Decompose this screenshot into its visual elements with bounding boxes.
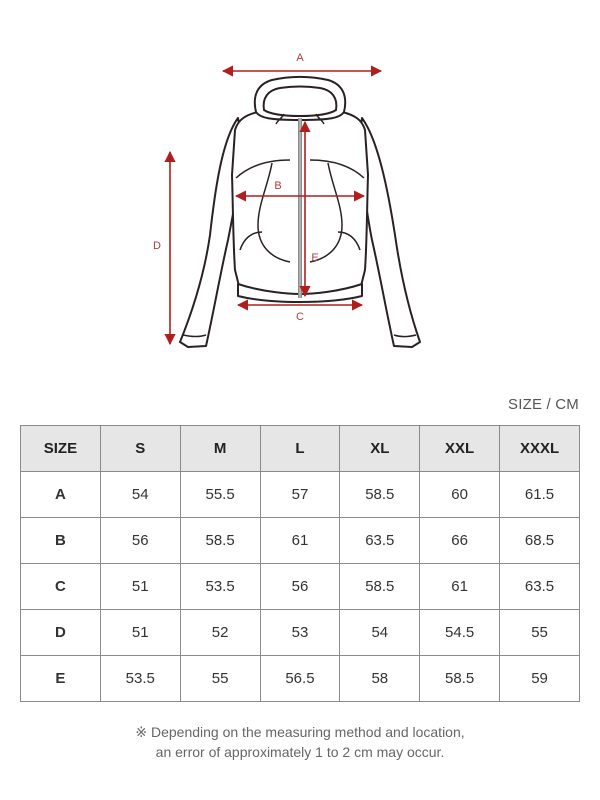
header-xl: XL bbox=[340, 426, 420, 472]
measurement-note-line-2: an error of approximately 1 to 2 cm may occur. bbox=[155, 744, 445, 760]
table-cell: 53.5 bbox=[100, 656, 180, 702]
table-header-row bbox=[21, 426, 580, 472]
table-cell: 54 bbox=[340, 610, 420, 656]
table-cell: 54.5 bbox=[420, 610, 500, 656]
header-l: L bbox=[260, 426, 340, 472]
table-cell: 54 bbox=[100, 472, 180, 518]
table-cell: 52 bbox=[180, 610, 260, 656]
dimension-c-label: C bbox=[296, 311, 304, 323]
jacket-measurement-diagram bbox=[0, 0, 600, 385]
dimension-a-label: A bbox=[296, 52, 304, 64]
table-cell: 66 bbox=[420, 518, 500, 564]
table-cell: 51 bbox=[100, 610, 180, 656]
header-size: SIZE bbox=[21, 426, 101, 472]
table-row bbox=[21, 518, 580, 564]
table-cell: 60 bbox=[420, 472, 500, 518]
table-cell: 68.5 bbox=[500, 518, 580, 564]
header-m: M bbox=[180, 426, 260, 472]
header-s: S bbox=[100, 426, 180, 472]
table-cell: 53 bbox=[260, 610, 340, 656]
header-xxl: XXL bbox=[420, 426, 500, 472]
header-xxxl: XXXL bbox=[500, 426, 580, 472]
row-label: B bbox=[21, 518, 101, 564]
table-cell: 58.5 bbox=[180, 518, 260, 564]
table-cell: 56 bbox=[100, 518, 180, 564]
table-cell: 61.5 bbox=[500, 472, 580, 518]
table-cell: 55 bbox=[180, 656, 260, 702]
dimension-e-label: E bbox=[311, 252, 319, 264]
table-cell: 57 bbox=[260, 472, 340, 518]
size-table bbox=[20, 425, 580, 702]
table-cell: 59 bbox=[500, 656, 580, 702]
table-cell: 61 bbox=[420, 564, 500, 610]
table-cell: 56.5 bbox=[260, 656, 340, 702]
table-cell: 61 bbox=[260, 518, 340, 564]
table-row bbox=[21, 472, 580, 518]
table-cell: 58.5 bbox=[340, 472, 420, 518]
table-cell: 51 bbox=[100, 564, 180, 610]
measurement-note-line-1: ※ Depending on the measuring method and location, bbox=[135, 724, 465, 740]
table-row bbox=[21, 564, 580, 610]
table-cell: 63.5 bbox=[340, 518, 420, 564]
dimension-b-label: B bbox=[274, 180, 282, 192]
table-cell: 58 bbox=[340, 656, 420, 702]
table-cell: 55 bbox=[500, 610, 580, 656]
row-label: A bbox=[21, 472, 101, 518]
row-label: D bbox=[21, 610, 101, 656]
table-cell: 55.5 bbox=[180, 472, 260, 518]
table-cell: 53.5 bbox=[180, 564, 260, 610]
table-row bbox=[21, 656, 580, 702]
table-cell: 56 bbox=[260, 564, 340, 610]
row-label: E bbox=[21, 656, 101, 702]
table-cell: 63.5 bbox=[500, 564, 580, 610]
table-row bbox=[21, 610, 580, 656]
unit-label: SIZE / CM bbox=[508, 396, 579, 413]
row-label: C bbox=[21, 564, 101, 610]
table-cell: 58.5 bbox=[340, 564, 420, 610]
table-cell: 58.5 bbox=[420, 656, 500, 702]
dimension-d-label: D bbox=[153, 240, 161, 252]
